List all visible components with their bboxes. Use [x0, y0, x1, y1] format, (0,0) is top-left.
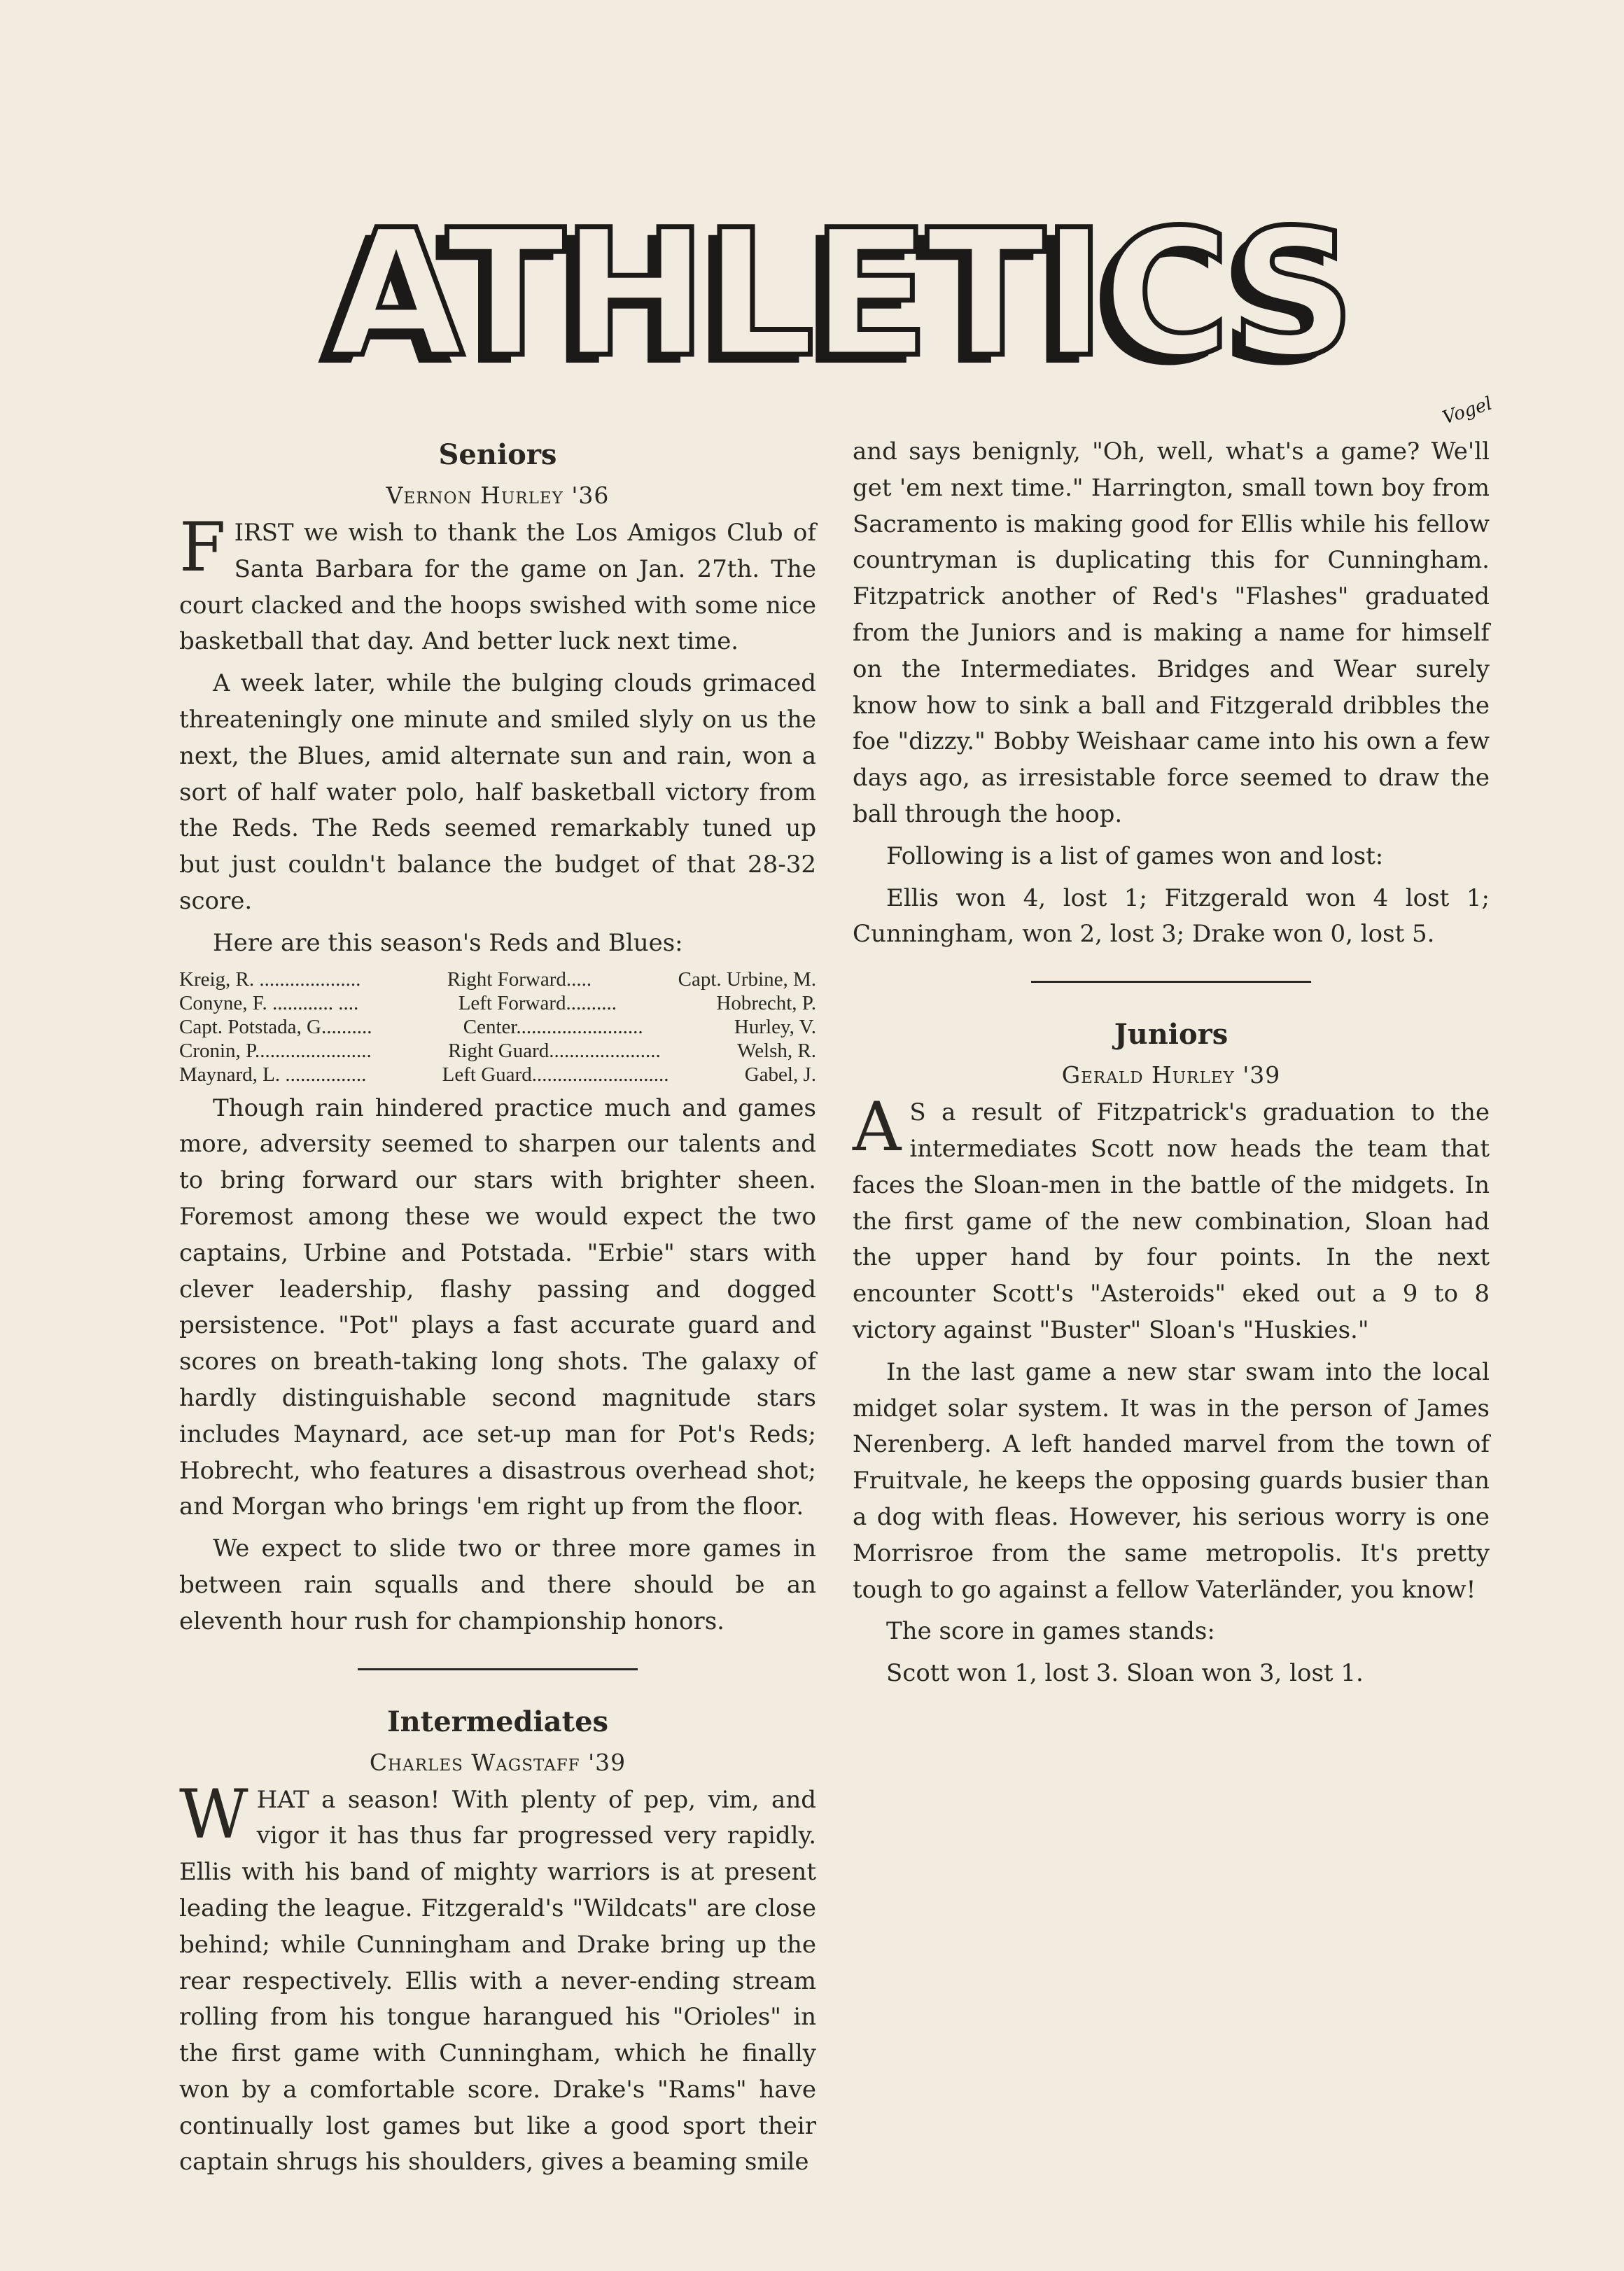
blue-player: Gabel, J. — [744, 1063, 816, 1086]
roster-table — [179, 967, 816, 1086]
artist-signature: Vogel — [1440, 393, 1495, 429]
roster-row — [179, 991, 816, 1015]
paragraph-text: IRST we wish to thank the Los Amigos Club of Santa Barbara for the game on Jan. 27th. The court clacked and the hoops swished with some nice basketball that day. And better luck next time. — [179, 519, 816, 656]
drop-cap: A — [853, 1088, 902, 1167]
roster-row — [179, 1039, 816, 1063]
seniors-paragraph — [179, 508, 816, 660]
paragraph-text: S a result of Fitzpatrick's graduation to the intermediates Scott now heads the team that faces the Sloan-men in the battle of the midgets. In the first game of the new combination, Sloan had the upper hand by four points. In the next encounter Scott's "Asteroids" eked out a 9 to 8 victory against "Buster" Sloan's "Huskies." — [853, 1098, 1490, 1344]
position: Right Forward..... — [447, 967, 592, 991]
intermediates-paragraph — [179, 1775, 816, 2181]
red-player: Kreig, R. .................... — [179, 967, 361, 991]
intermediates-byline: Charles Wagstaff '39 — [369, 1748, 626, 1776]
drop-cap: W — [179, 1775, 248, 1854]
drop-cap: F — [179, 508, 226, 587]
roster-row — [179, 967, 816, 991]
red-player: Conyne, F. ............ .... — [179, 991, 359, 1014]
position: Left Forward.......... — [458, 991, 617, 1014]
juniors-paragraph: In the last game a new star swam into the local midget solar system. It was in the person of James Nerenberg. A left handed marvel from the town of Fruitvale, he keeps the opposing guards busier than a dog with fleas. However, his serious worry is one Morrisroe from the same metropolis. It's pretty tough to go against a fellow Vaterländer, you know! — [853, 1357, 1490, 1604]
position: Left Guard........................... — [442, 1063, 669, 1086]
red-player: Maynard, L. ................ — [179, 1063, 367, 1086]
position: Right Guard...................... — [448, 1039, 661, 1062]
juniors-paragraph: The score in games stands: — [886, 1617, 1215, 1646]
left-column — [179, 434, 816, 2186]
seniors-byline: Vernon Hurley '36 — [386, 482, 610, 509]
intermediates-heading: Intermediates — [386, 1705, 609, 1738]
juniors-byline: Gerald Hurley '39 — [1061, 1061, 1281, 1089]
athletics-title: ATHLETICS — [328, 192, 1352, 396]
intermediates-paragraph: Ellis won 4, lost 1; Fitzgerald won 4 lost 1; Cunningham, won 2, lost 3; Drake won 0, lost 5. — [853, 883, 1490, 949]
blue-player: Hurley, V. — [734, 1015, 816, 1038]
blue-player: Hobrecht, P. — [716, 991, 816, 1014]
intermediates-paragraph: Following is a list of games won and lost: — [886, 841, 1384, 870]
red-player: Capt. Potstada, G.......... — [179, 1015, 372, 1038]
seniors-heading: Seniors — [438, 438, 557, 471]
intermediates-paragraph-continued: and says benignly, "Oh, well, what's a game? We'll get 'em next time." Harrington, small town boy from Sacramento is making good for Ellis while his fellow countryman is duplicating this for Cunningham. Fitzpatrick another of Red's "Flashes" graduated from the Juniors and is making a name for himself on the Intermediates. Bridges and Wear surely know how to sink a ball and Fitzgerald dribbles the foe "dizzy." Bobby Weishaar came into his own a few days ago, as irresistable force seemed to draw the ball through the hoop. — [853, 438, 1490, 828]
seniors-paragraph: A week later, while the bulging clouds grimaced threateningly one minute and smiled slyly on us the next, the Blues, amid alternate sun and rain, won a sort of half water polo, half basketball victory from the Reds. The Reds seemed remarkably tuned up but just couldn't balance the budget of that 28-32 score. — [179, 669, 816, 915]
red-player: Cronin, P....................... — [179, 1039, 372, 1062]
position: Center......................... — [463, 1015, 643, 1038]
blue-player: Capt. Urbine, M. — [678, 967, 816, 991]
juniors-heading: Juniors — [1114, 1018, 1228, 1051]
seniors-paragraph: Here are this season's Reds and Blues: — [213, 928, 683, 957]
seniors-paragraph: Though rain hindered practice much and games more, adversity seemed to sharpen our talents and to bring forward our stars with brighter sheen. Foremost among these we would expect the two captains, Urbine and Potstada. "Erbie" stars with clever leadership, flashy passing and dogged persistence. "Pot" plays a fast accurate guard and scores on breath-taking long shots. The galaxy of hardly distinguishable second magnitude stars includes Maynard, ace set-up man for Pot's Reds; Hobrecht, who features a disastrous overhead shot; and Morgan who brings 'em right up from the floor. — [179, 1093, 816, 1521]
right-column — [853, 434, 1490, 1698]
section-divider — [1031, 981, 1311, 983]
blue-player: Welsh, R. — [737, 1039, 816, 1062]
seniors-paragraph: We expect to slide two or three more games in between rain squalls and there should be an eleventh hour rush for championship honors. — [179, 1535, 816, 1635]
paragraph-text: HAT a season! With plenty of pep, vim, and vigor it has thus far progressed very rapidly. Ellis with his band of mighty warriors is at present leading the league. Fitzgerald's "Wildcats" are close behind; while Cunningham and Drake bring up the rear respectively. Ellis with a never-ending stream rolling from his tongue harangued his "Orioles" in the first game with Cunningham, which he finally won by a comfortable score. Drake's "Rams" have continually lost games but like a good sport their captain shrugs his shoulders, gives a beaming smile — [179, 1785, 816, 2176]
roster-row — [179, 1063, 816, 1086]
section-divider — [358, 1668, 638, 1670]
roster-row — [179, 1015, 816, 1039]
juniors-paragraph — [853, 1088, 1490, 1349]
juniors-paragraph: Scott won 1, lost 3. Sloan won 3, lost 1. — [886, 1659, 1364, 1688]
